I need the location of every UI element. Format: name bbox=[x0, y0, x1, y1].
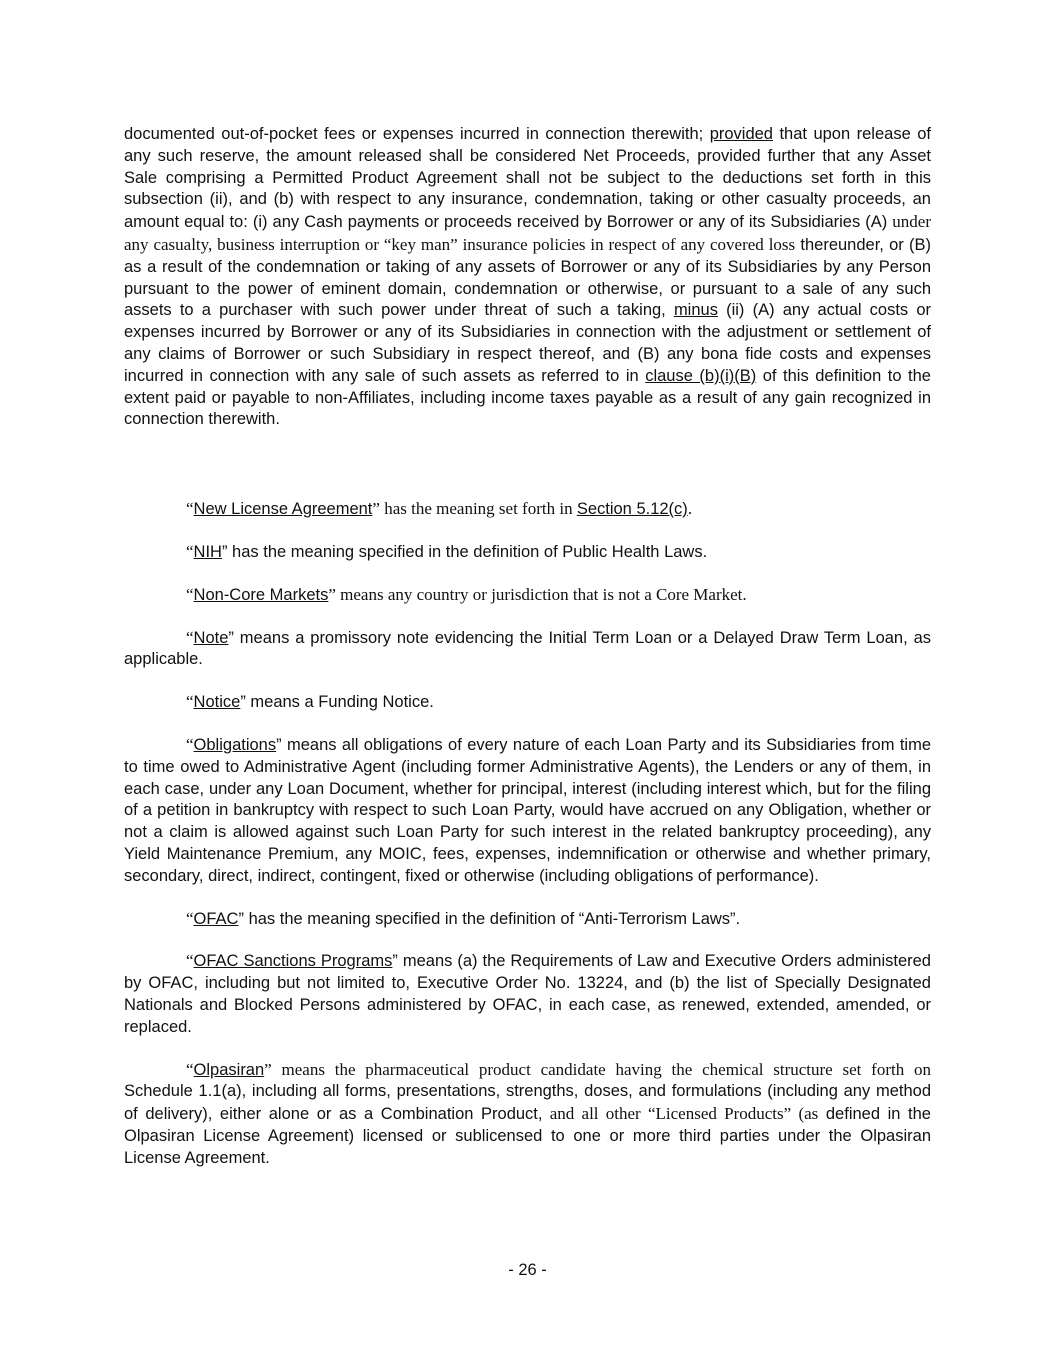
minus-term: minus bbox=[673, 301, 718, 320]
definition-nih: “NIH” has the meaning specified in the definition of Public Health Laws. bbox=[186, 541, 708, 561]
defined-term: NIH bbox=[193, 542, 222, 561]
provided-term: provided bbox=[709, 125, 773, 143]
clause-reference-link[interactable]: clause (b)(i)(B) bbox=[645, 366, 757, 385]
page-number: - 26 - bbox=[508, 1261, 547, 1279]
definition-ofac-sanctions-programs: “OFAC Sanctions Programs” means (a) the Requirements of Law and Executive Orders administered by OFAC, including but not limited to, Executive Order No. 13224, and (b) the list of Specially Designated Nationals and Blocked Persons administered by OFAC, in each case, as renewed, extended, amended, or replaced. bbox=[124, 951, 931, 1036]
definition-note: “Note” means a promissory note evidencing the Initial Term Loan or a Delayed Draw Term Loan, as applicable. bbox=[124, 627, 931, 669]
definition-olpasiran: “Olpasiran” means the pharmaceutical product candidate having the chemical structure set forth on Schedule 1.1(a), including all forms, presentations, strengths, doses, and formulations (including any method of delivery), either alone or as a Combination Product, and all other “Licensed Products” (as defined in the Olpasiran License Agreement) licensed or sublicensed to one or more third parties under the Olpasiran License Agreement. bbox=[124, 1059, 931, 1167]
defined-term: OFAC bbox=[193, 909, 239, 928]
definition-new-license-agreement: “New License Agreement” has the meaning set forth in Section 5.12(c). bbox=[186, 499, 693, 519]
defined-term: New License Agreement bbox=[193, 500, 373, 519]
defined-term: Notice bbox=[193, 693, 241, 712]
section-reference-link[interactable]: Section 5.12(c) bbox=[576, 500, 688, 519]
document-page bbox=[124, 124, 931, 1169]
defined-term: Non-Core Markets bbox=[193, 585, 329, 604]
definition-ofac: “OFAC” has the meaning specified in the definition of “Anti-Terrorism Laws”. bbox=[186, 908, 741, 928]
definition-notice: “Notice” means a Funding Notice. bbox=[186, 692, 434, 712]
defined-term: Note bbox=[193, 628, 229, 647]
definition-obligations: “Obligations” means all obligations of every nature of each Loan Party and its Subsidiaries from time to time owed to Administrative Agent (including former Administrative Agents), the Lenders or any of them, in each case, under any Loan Document, whether for principal, interest (including interest which, but for the filing of a petition in bankruptcy with respect to such Loan Party, would have accrued on any Obligation, whether or not a claim is allowed against such Loan Party for such interest in the related bankruptcy proceeding), any Yield Maintenance Premium, any MOIC, fees, expenses, indemnification or otherwise and whether primary, secondary, direct, indirect, contingent, fixed or otherwise (including obligations of performance). bbox=[124, 734, 931, 885]
definition-non-core-markets: “Non-Core Markets” means any country or jurisdiction that is not a Core Market. bbox=[186, 584, 747, 604]
defined-term: OFAC Sanctions Programs bbox=[193, 952, 393, 971]
defined-term: Obligations bbox=[193, 735, 277, 754]
defined-term: Olpasiran bbox=[193, 1060, 265, 1079]
net-proceeds-continuation: documented out-of-pocket fees or expenses incurred in connection therewith; provided that upon release of any such reserve, the amount released shall be considered Net Proceeds, provided further that any Asset Sale comprising a Permitted Product Agreement shall not be subject to the deductions set forth in this subsection (ii), and (b) with respect to any insurance, condemnation, taking or other casualty proceeds, an amount equal to: (i) any Cash payments or proceeds received by Borrower or any of its Subsidiaries (A) under any casualty, business interruption or “key man” insurance policies in respect of any covered loss thereunder, or (B) as a result of the condemnation or taking of any assets of Borrower or any of its Subsidiaries by any Person pursuant to the power of eminent domain, condemnation or otherwise, or pursuant to a sale of any such assets to a purchaser with such power under threat of such a taking, minus (ii) (A) any actual costs or expenses incurred by Borrower or any of its Subsidiaries in connection with the adjustment or settlement of any claims of Borrower or such Subsidiary in respect thereof, and (B) any bona fide costs and expenses incurred in connection with any sale of such assets as referred to in clause (b)(i)(B) of this definition to the extent paid or payable to non-Affiliates, including income taxes payable as a result of any gain recognized in connection therewith. bbox=[124, 125, 932, 429]
